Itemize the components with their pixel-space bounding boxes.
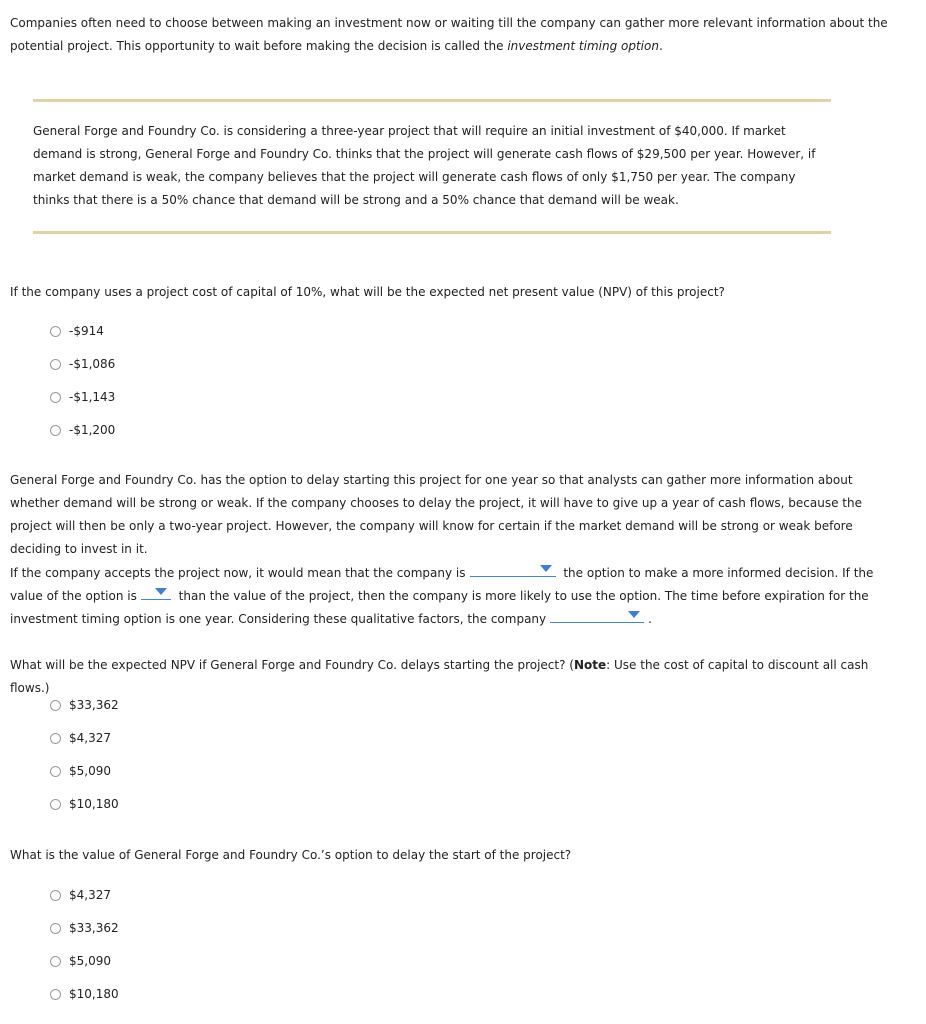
radio-button[interactable] <box>50 425 61 436</box>
scenario-paragraph: General Forge and Foundry Co. is considering a three-year project that will require an initial investment of $40,000. If market demand is strong, General Forge and Foundry Co. thinks that the project will generate cash flows of $29,500 per year. However, if market demand is weak, the company believes that the project will generate cash flows of only $1,750 per year. The company thinks that there is a 50% chance that demand will be strong and a 50% chance that demand will be weak. <box>33 124 816 207</box>
radio-button[interactable] <box>50 923 61 934</box>
company-decision-dropdown[interactable] <box>550 608 644 623</box>
option-label: -$1,143 <box>69 390 116 404</box>
option-label: -$1,200 <box>69 423 116 437</box>
intro-period: . <box>658 39 663 53</box>
chevron-down-icon <box>155 588 167 595</box>
q2-option-1[interactable] <box>50 697 119 713</box>
q2-note-label: Note <box>573 658 607 672</box>
q2-option-2[interactable] <box>50 730 111 746</box>
radio-button[interactable] <box>50 956 61 967</box>
option-label: $4,327 <box>69 731 111 745</box>
radio-button[interactable] <box>50 392 61 403</box>
divider-bottom <box>33 231 831 234</box>
option-status-dropdown[interactable] <box>470 562 556 577</box>
radio-button[interactable] <box>50 799 61 810</box>
option-label: $10,180 <box>69 987 119 1001</box>
q1-question: If the company uses a project cost of capital of 10%, what will be the expected net present value (NPV) of this project? <box>10 285 725 299</box>
option-label: $33,362 <box>69 921 119 935</box>
q3-option-2[interactable] <box>50 920 119 936</box>
option-label: $5,090 <box>69 954 111 968</box>
q2-text-post: : Use the cost of capital to discount all cash flows.) <box>10 658 869 695</box>
q3-question: What is the value of General Forge and Foundry Co.’s option to delay the start of the project? <box>10 848 572 862</box>
radio-button[interactable] <box>50 766 61 777</box>
q3-option-4[interactable] <box>50 986 119 1002</box>
option-label: $4,327 <box>69 888 111 902</box>
fill-text-1: If the company accepts the project now, it would mean that the company is <box>10 566 466 580</box>
option-label: -$1,086 <box>69 357 116 371</box>
radio-button[interactable] <box>50 359 61 370</box>
intro-paragraph <box>10 12 890 58</box>
q3-option-3[interactable] <box>50 953 111 969</box>
radio-button[interactable] <box>50 326 61 337</box>
fill-text-2: the option to make a more informed decision. If the value of the option is <box>10 566 874 603</box>
q1-option-2[interactable] <box>50 356 115 372</box>
q1-option-3[interactable] <box>50 389 115 405</box>
chevron-down-icon <box>540 565 552 572</box>
divider-top <box>33 99 831 102</box>
chevron-down-icon <box>628 611 640 618</box>
fill-text-3: than the value of the project, then the company is more likely to use the option. The time before expiration for the investment timing option is one year. Considering these qualitative factors, the company <box>10 589 869 626</box>
option-value-comparison-dropdown[interactable] <box>141 585 171 600</box>
intro-emphasis: investment timing option <box>507 39 659 53</box>
q3-option-1[interactable] <box>50 887 111 903</box>
q2-option-3[interactable] <box>50 763 111 779</box>
delay-paragraph: General Forge and Foundry Co. has the option to delay starting this project for one year so that analysts can gather more information about whether demand will be strong or weak. If the company chooses to delay the project, it will have to give up a year of cash flows, because the project will then be only a two-year project. However, the company will know for certain if the market demand will be strong or weak before deciding to invest in it. <box>10 473 862 556</box>
option-label: -$914 <box>69 324 104 338</box>
radio-button[interactable] <box>50 989 61 1000</box>
q1-option-4[interactable] <box>50 422 115 438</box>
q2-question <box>10 654 910 700</box>
radio-button[interactable] <box>50 700 61 711</box>
fill-text-4: . <box>648 612 652 626</box>
option-label: $5,090 <box>69 764 111 778</box>
q2-text-pre: What will be the expected NPV if General Forge and Foundry Co. delays starting the project? ( <box>10 658 574 672</box>
option-label: $33,362 <box>69 698 119 712</box>
radio-button[interactable] <box>50 733 61 744</box>
q1-option-1[interactable] <box>50 323 104 339</box>
option-label: $10,180 <box>69 797 119 811</box>
radio-button[interactable] <box>50 890 61 901</box>
intro-text: Companies often need to choose between making an investment now or waiting till the company can gather more relevant information about the potential project. This opportunity to wait before making the decision is called the <box>10 16 888 53</box>
fill-in-paragraph <box>10 562 880 631</box>
q2-option-4[interactable] <box>50 796 119 812</box>
